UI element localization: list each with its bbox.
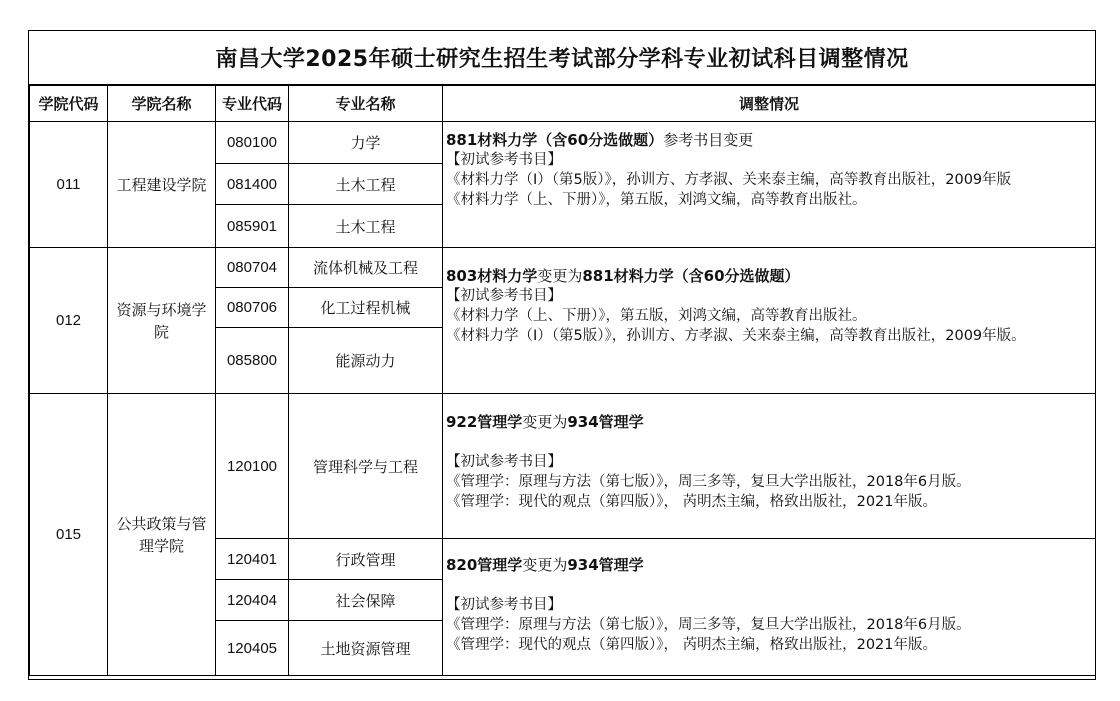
table-row xyxy=(30,122,1096,164)
header-adjustment: 调整情况 xyxy=(443,86,1096,122)
adjustment-line: 《管理学：原理与方法（第七版）》，周三多等，复旦大学出版社，2018年6月版。 xyxy=(446,617,971,633)
header-college-code: 学院代码 xyxy=(30,86,108,122)
college-code-cell: 015 xyxy=(30,394,108,676)
major-name-cell: 力学 xyxy=(289,122,443,164)
major-code-cell: 120405 xyxy=(216,621,289,676)
adjustment-line: 《管理学：原理与方法（第七版）》，周三多等，复旦大学出版社，2018年6月版。 xyxy=(446,474,971,490)
table-row xyxy=(30,394,1096,539)
major-name-cell: 土地资源管理 xyxy=(289,621,443,676)
college-code-cell: 011 xyxy=(30,122,108,248)
adjustment-line: 【初试参考书目】 xyxy=(446,597,562,613)
college-name-cell: 工程建设学院 xyxy=(108,122,216,248)
adjustment-cell xyxy=(443,248,1096,394)
adjustment-line: 【初试参考书目】 xyxy=(446,454,562,470)
major-code-cell: 080100 xyxy=(216,122,289,164)
adjustment-heading: 922管理学变更为934管理学 xyxy=(446,413,644,431)
adjustment-cell xyxy=(443,394,1096,539)
header-major-code: 专业代码 xyxy=(216,86,289,122)
document-sheet xyxy=(28,30,1096,680)
header-college-name: 学院名称 xyxy=(108,86,216,122)
major-code-cell: 120401 xyxy=(216,539,289,580)
college-code-cell: 012 xyxy=(30,248,108,394)
major-code-cell: 085800 xyxy=(216,328,289,394)
major-code-cell: 120404 xyxy=(216,580,289,621)
header-major-name: 专业名称 xyxy=(289,86,443,122)
adjustment-line: 【初试参考书目】 xyxy=(446,288,562,304)
major-name-cell: 流体机械及工程 xyxy=(289,248,443,288)
major-code-cell: 081400 xyxy=(216,164,289,205)
adjustment-heading: 803材料力学变更为881材料力学（含60分选做题） xyxy=(446,267,800,285)
college-name-cell: 资源与环境学院 xyxy=(108,248,216,394)
major-name-cell: 行政管理 xyxy=(289,539,443,580)
major-name-cell: 社会保障 xyxy=(289,580,443,621)
adjustment-heading: 881材料力学（含60分选做题）参考书目变更 xyxy=(446,131,754,149)
adjustment-line: 《材料力学（Ⅰ）（第5版）》，孙训方、方孝淑、关来泰主编，高等教育出版社，2009年版 xyxy=(446,172,1012,188)
college-name-cell: 公共政策与管理学院 xyxy=(108,394,216,676)
adjustment-line: 《管理学：现代的观点（第四版）》， 芮明杰主编，格致出版社，2021年版。 xyxy=(446,494,938,510)
adjustment-line: 《材料力学（Ⅰ）（第5版）》，孙训方、方孝淑、关来泰主编，高等教育出版社，2009年版。 xyxy=(446,328,1026,344)
major-code-cell: 120100 xyxy=(216,394,289,539)
major-name-cell: 能源动力 xyxy=(289,328,443,394)
major-code-cell: 080704 xyxy=(216,248,289,288)
adjustment-cell xyxy=(443,122,1096,248)
major-code-cell: 080706 xyxy=(216,288,289,328)
adjustment-line: 《材料力学（上、下册）》，第五版，刘鸿文编，高等教育出版社。 xyxy=(446,308,867,324)
major-name-cell: 化工过程机械 xyxy=(289,288,443,328)
major-name-cell: 土木工程 xyxy=(289,205,443,248)
adjustment-line: 《材料力学（上、下册）》，第五版，刘鸿文编，高等教育出版社。 xyxy=(446,192,867,208)
adjustment-table xyxy=(29,85,1096,676)
adjustment-line: 【初试参考书目】 xyxy=(446,152,562,168)
adjustment-heading: 820管理学变更为934管理学 xyxy=(446,556,644,574)
adjustment-line: 《管理学：现代的观点（第四版）》， 芮明杰主编，格致出版社，2021年版。 xyxy=(446,637,938,653)
major-code-cell: 085901 xyxy=(216,205,289,248)
major-name-cell: 管理科学与工程 xyxy=(289,394,443,539)
header-row xyxy=(30,86,1096,122)
table-row xyxy=(30,248,1096,288)
major-name-cell: 土木工程 xyxy=(289,164,443,205)
adjustment-cell xyxy=(443,539,1096,676)
page-title: 南昌大学2025年硕士研究生招生考试部分学科专业初试科目调整情况 xyxy=(29,31,1095,85)
